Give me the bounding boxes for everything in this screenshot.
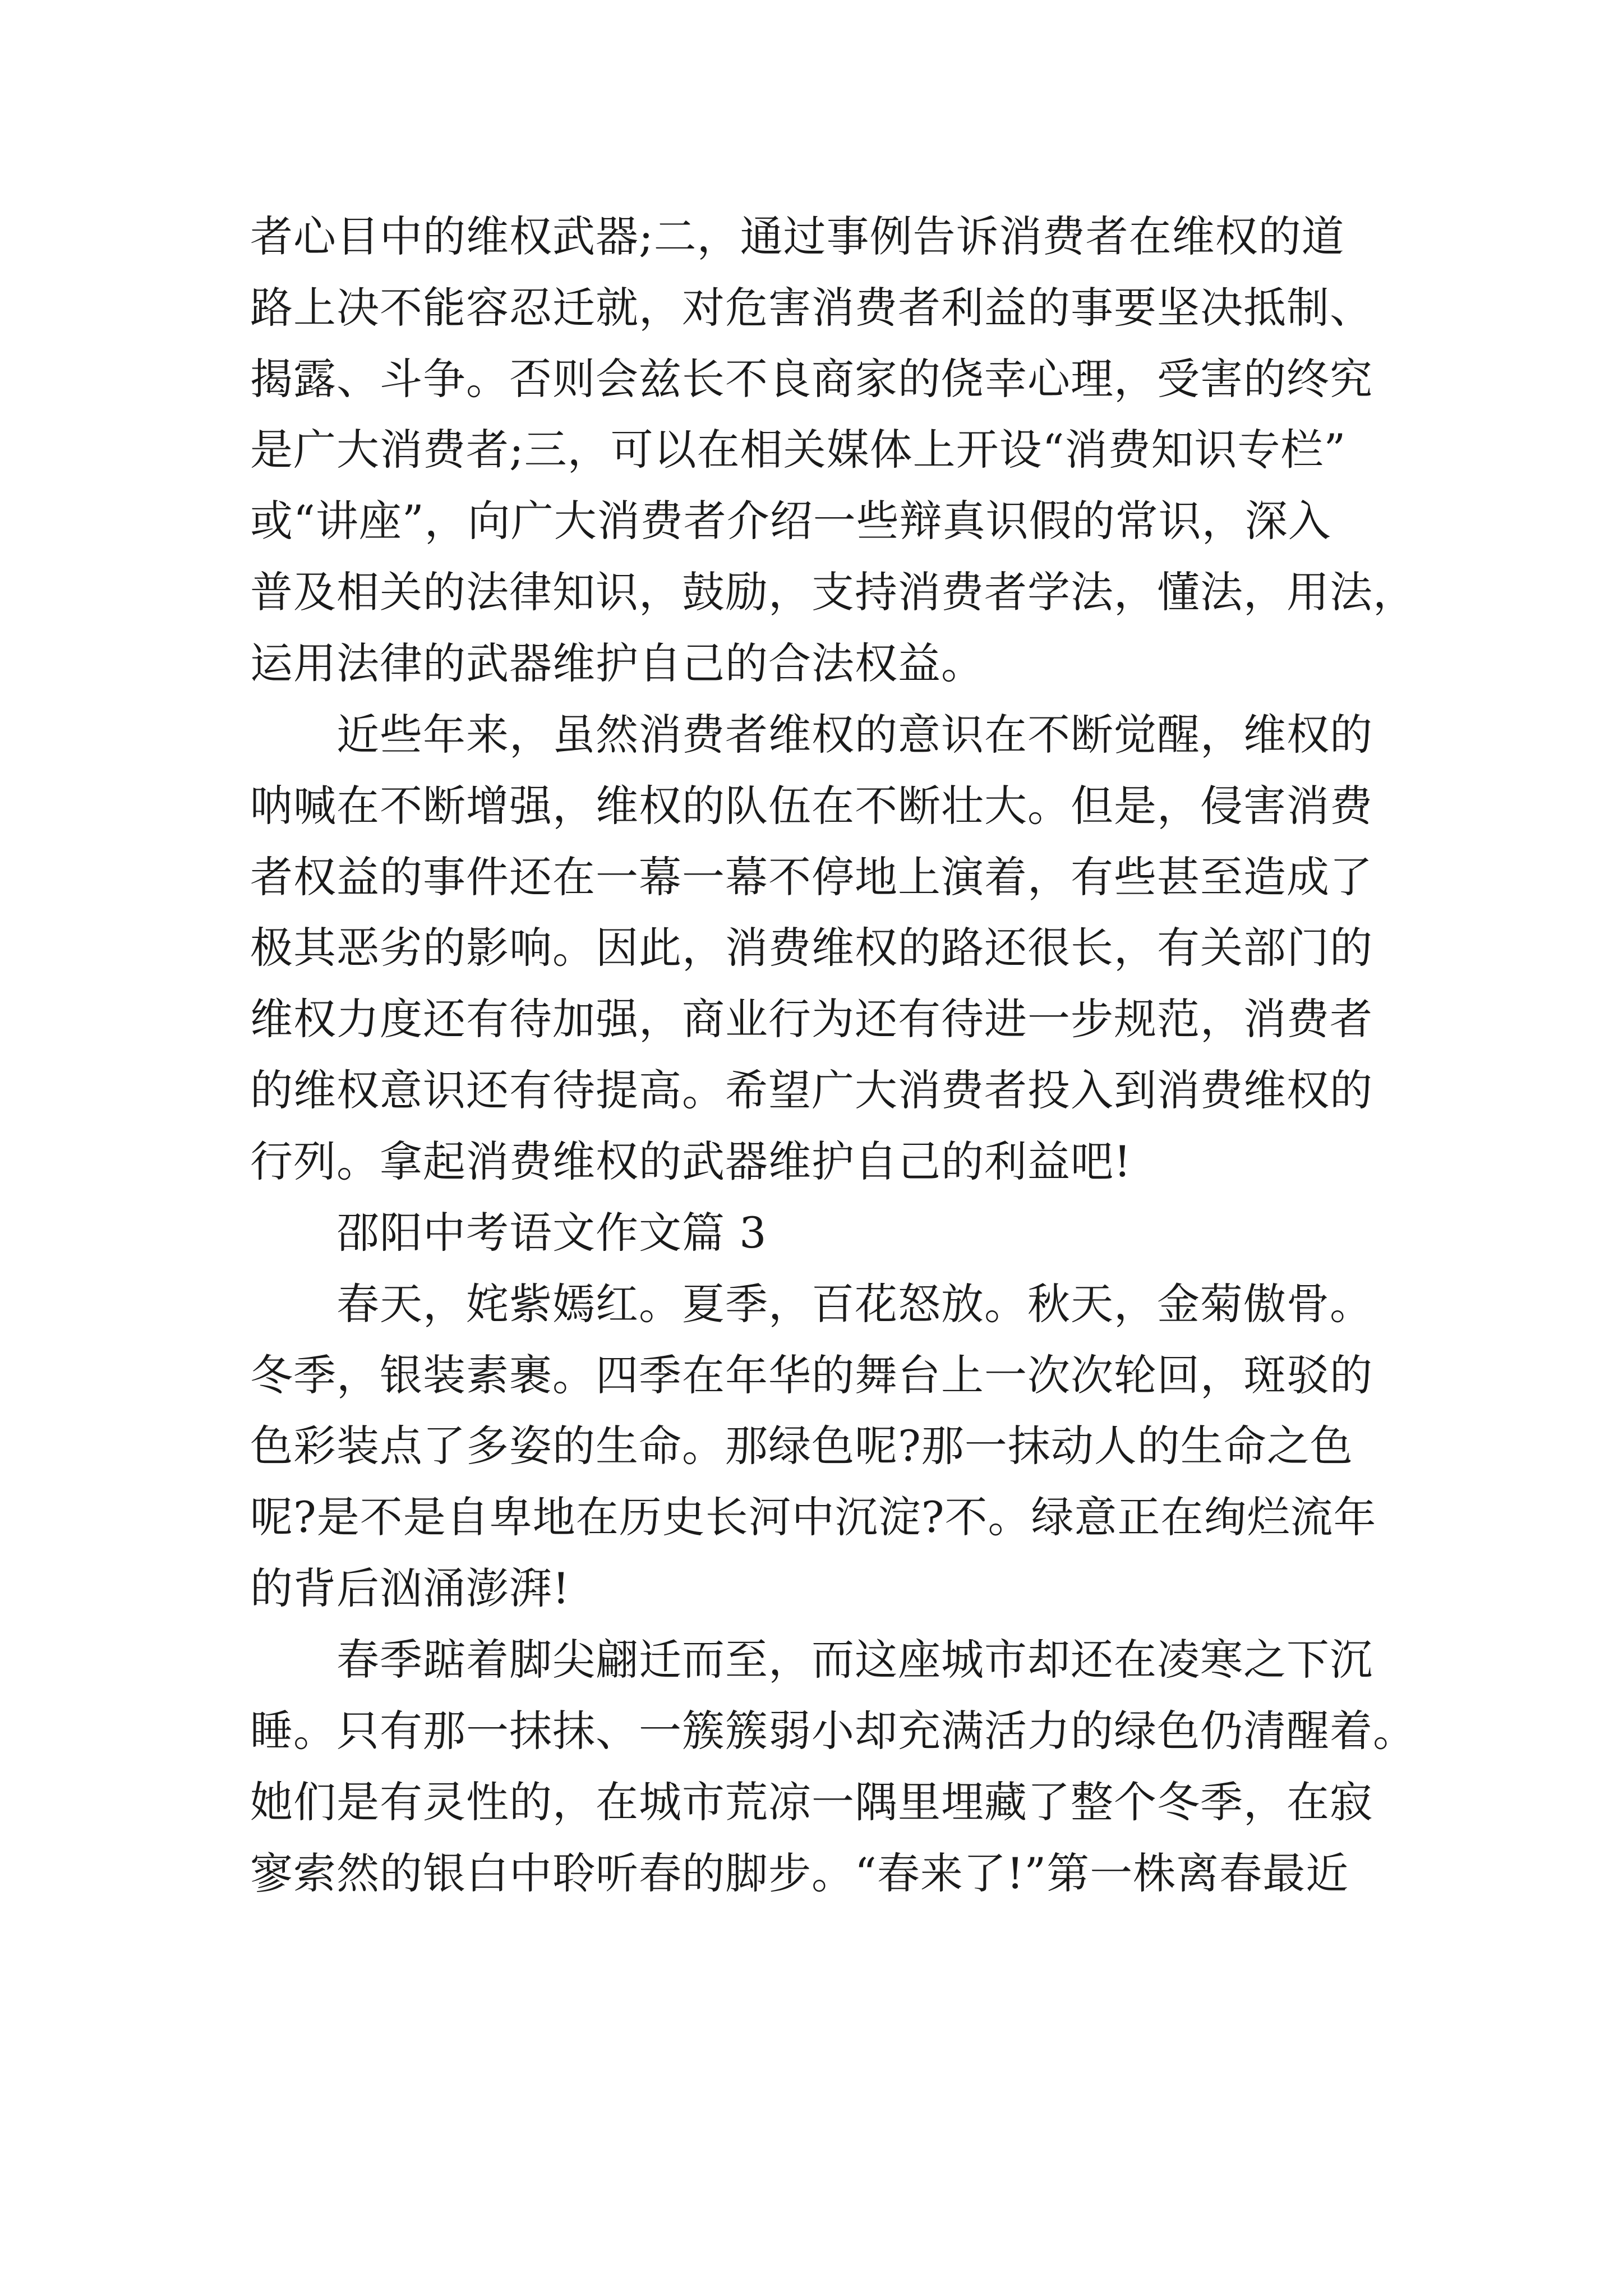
text-line: 的维权意识还有待提高。希望广大消费者投入到消费维权的 xyxy=(250,1065,1373,1115)
text-line: 者权益的事件还在一幕一幕不停地上演着，有些甚至造成了 xyxy=(250,852,1373,902)
text-line: 她们是有灵性的，在城市荒凉一隅里埋藏了整个冬季，在寂 xyxy=(250,1777,1373,1827)
paragraph-first-line: 近些年来，虽然消费者维权的意识在不断觉醒，维权的 xyxy=(336,710,1373,760)
text-line: 路上决不能容忍迁就，对危害消费者利益的事要坚决抵制、 xyxy=(250,283,1373,333)
text-line: 揭露、斗争。否则会兹长不良商家的侥幸心理，受害的终究 xyxy=(250,354,1373,404)
text-line: 维权力度还有待加强，商业行为还有待进一步规范，消费者 xyxy=(250,994,1373,1044)
text-line: 睡。只有那一抹抹、一簇簇弱小却充满活力的绿色仍清醒着。 xyxy=(250,1706,1416,1756)
text-line: 行列。拿起消费维权的武器维护自己的利益吧! xyxy=(250,1137,1132,1186)
text-line: 呐喊在不断增强，维权的队伍在不断壮大。但是，侵害消费 xyxy=(250,781,1373,831)
text-line: 极其恶劣的影响。因此，消费维权的路还很长，有关部门的 xyxy=(250,923,1373,973)
paragraph-first-line: 春季踮着脚尖翩迁而至，而这座城市却还在凌寒之下沉 xyxy=(336,1635,1373,1685)
text-line: 色彩装点了多姿的生命。那绿色呢?那一抹动人的生命之色 xyxy=(250,1421,1353,1471)
text-line: 或“讲座”，向广大消费者介绍一些辩真识假的常识，深入 xyxy=(250,496,1331,546)
text-line: 运用法律的武器维护自己的合法权益。 xyxy=(250,638,984,688)
text-line: 是广大消费者;三，可以在相关媒体上开设“消费知识专栏” xyxy=(250,425,1347,475)
text-line: 寥索然的银白中聆听春的脚步。“春来了!”第一株离春最近 xyxy=(250,1848,1349,1898)
paragraph-first-line: 春天，姹紫嫣红。夏季，百花怒放。秋天，金菊傲骨。 xyxy=(336,1279,1373,1329)
text-line: 呢?是不是自卑地在历史长河中沉淀?不。绿意正在绚烂流年 xyxy=(250,1492,1377,1542)
text-line: 普及相关的法律知识，鼓励，支持消费者学法，懂法，用法， xyxy=(250,567,1416,617)
text-line: 冬季，银装素裹。四季在年华的舞台上一次次轮回，斑驳的 xyxy=(250,1350,1373,1400)
text-line: 的背后汹涌澎湃! xyxy=(250,1563,570,1613)
section-heading: 邵阳中考语文作文篇 3 xyxy=(336,1208,767,1258)
text-line: 者心目中的维权武器;二，通过事例告诉消费者在维权的道 xyxy=(250,211,1345,261)
